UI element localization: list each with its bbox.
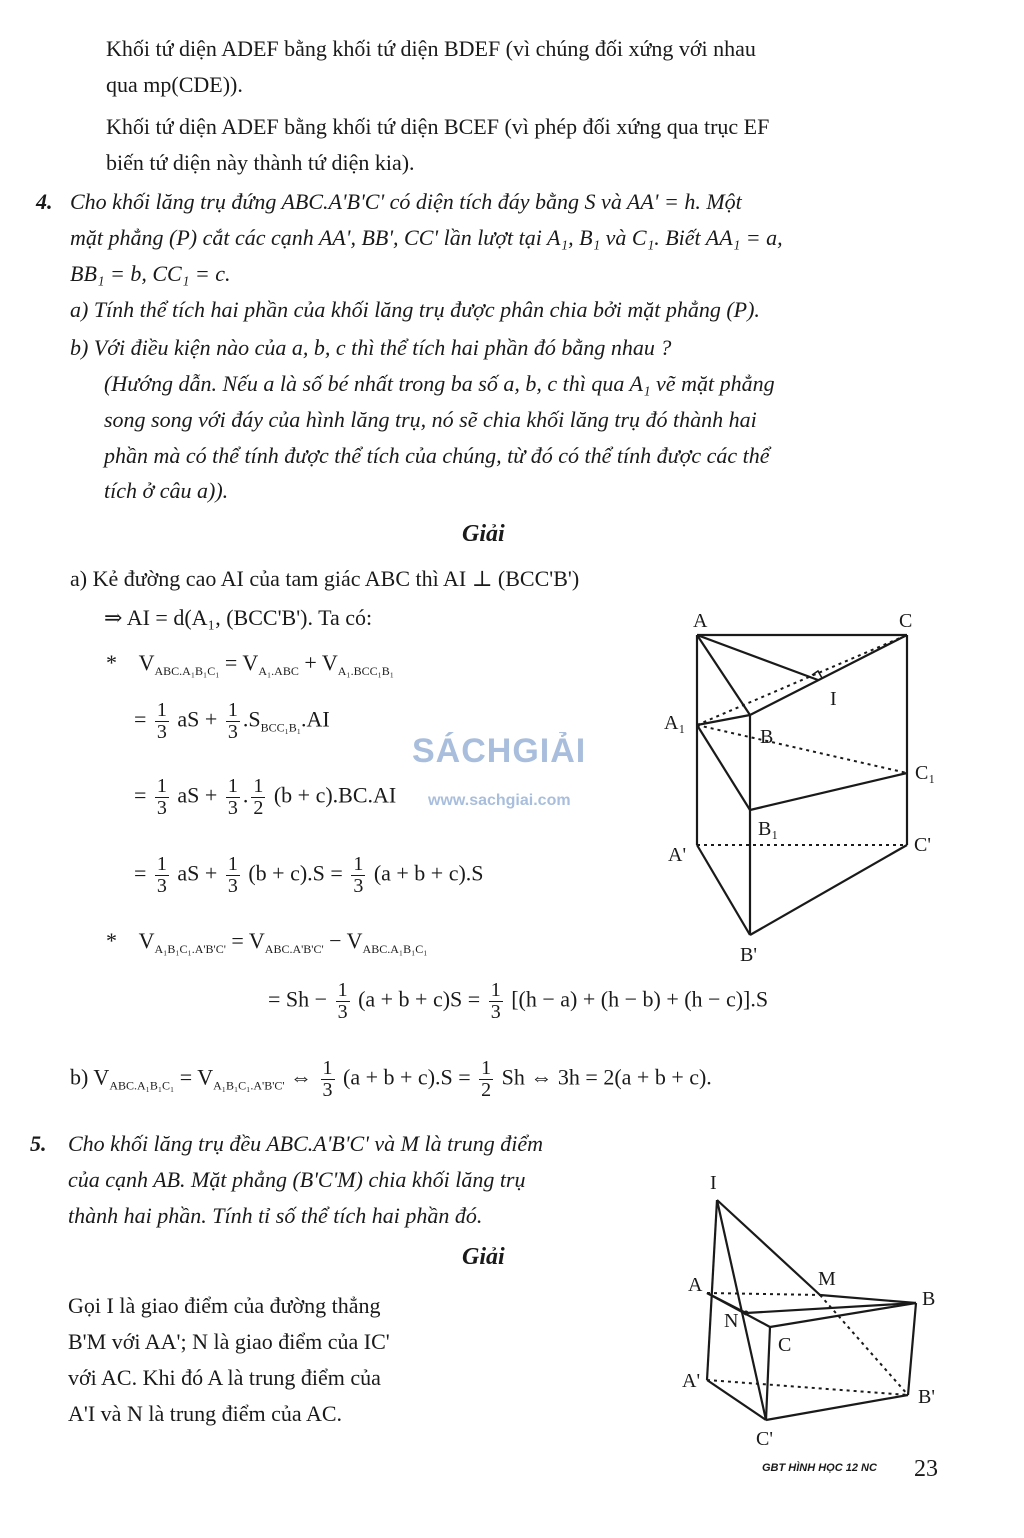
fraction: $\frac{1}{3}$ [337,979,348,1023]
watermark-logo [408,722,618,812]
intro-line-2: qua mp(CDE)). [106,72,243,97]
fig2-label-aprime: A' [682,1370,701,1392]
fig2-label-n: N [724,1310,739,1332]
page-number: 23 [914,1456,938,1482]
equation-b: b) $V_{ABC.A_1B_1C_1} = V_{A_1B_1C_1.A'B'C'}$ ⇔ $\frac{1}{3}$ (a + b + c).S = $\frac{1}{2}$ Sh ⇔ 3h = 2(a + b + c). [70,1057,712,1101]
solution-heading-5: Giải [462,1244,505,1270]
solution-5-line-3: với AC. Khi đó A là trung điểm của [68,1365,381,1390]
fraction: $\frac{1}{2}$ [253,775,264,819]
intro-line-4: biến tứ diện này thành tứ diện kia). [106,150,415,175]
fig2-label-bprime: B' [918,1386,935,1408]
fig2-label-i: I [710,1172,717,1194]
fig1-label-c: C [899,610,913,632]
fraction: $\frac{1}{3}$ [322,1057,333,1101]
problem-4-part-b: b) Với điều kiện nào của a, b, c thì thể tích hai phần đó bằng nhau ? [70,335,672,360]
fig1-label-a1: A₁ [664,712,686,734]
problem-5-line-3: thành hai phần. Tính tỉ số thể tích hai phần đó. [68,1203,483,1228]
fraction: $\frac{1}{3}$ [227,699,238,743]
fig1-label-cprime: C' [914,834,931,856]
equation-3: = $\frac{1}{3}$ aS + $\frac{1}{3}$ . $\frac{1}{2}$ (b + c).BC.AI [134,775,397,819]
point-n [744,1311,749,1316]
intro-line-3: Khối tứ diện ADEF bằng khối tứ diện BCEF (vì phép đối xứng qua trục EF [106,114,770,139]
problem-5-line-2: của cạnh AB. Mặt phẳng (B'C'M) chia khối lăng trụ [68,1167,526,1192]
fraction: $\frac{1}{3}$ [490,979,501,1023]
fig2-label-c: C [778,1334,792,1356]
fraction: $\frac{1}{3}$ [156,699,167,743]
fraction: $\frac{1}{2}$ [481,1057,492,1101]
fig1-label-i: I [830,688,837,710]
equation-6: = Sh − $\frac{1}{3}$ (a + b + c)S = $\frac{1}{3}$ [(h − a) + (h − b) + (h − c)].S [268,979,769,1023]
hint-line-2: song song với đáy của hình lăng trụ, nó sẽ chia khối lăng trụ đó thành hai [104,407,757,432]
problem-4-line-2: mặt phẳng (P) cắt các cạnh AA', BB', CC' lần lượt tại A₁, B₁ và C₁. Biết AA₁ = a, [70,225,783,250]
fig2-label-b: B [922,1288,936,1310]
hint-line-3: phần mà có thể tính được thể tích của chúng, từ đó có thể tính được các thể [104,443,770,468]
equation-4: = $\frac{1}{3}$ aS + $\frac{1}{3}$ (b + c).S = $\frac{1}{3}$ (a + b + c).S [134,853,484,897]
solution-4a-line-1: a) Kẻ đường cao AI của tam giác ABC thì AI ⊥ (BCC'B') [70,566,580,591]
solution-5-line-4: A'I và N là trung điểm của AC. [68,1401,343,1426]
equation-2: = $\frac{1}{3}$ aS + $\frac{1}{3}$ $.S_{BCC_1B_1}.AI$ [134,699,330,743]
hint-line-1: (Hướng dẫn. Nếu a là số bé nhất trong ba số a, b, c thì qua A₁ vẽ mặt phẳng [104,371,775,396]
watermark-brand: SÁCHGIẢI [412,732,587,770]
fraction: $\frac{1}{3}$ [227,853,238,897]
problem-4-line-1: Cho khối lăng trụ đứng ABC.A'B'C' có diện tích đáy bằng S và AA' = h. Một [70,189,742,214]
solution-heading-4: Giải [462,521,505,547]
fig1-label-a: A [693,610,708,632]
fraction: $\frac{1}{3}$ [156,775,167,819]
problem-4-number: 4. [36,189,53,214]
fig1-label-c1: C₁ [915,762,936,784]
fig1-label-b1: B₁ [758,818,779,840]
solution-5-line-1: Gọi I là giao điểm của đường thẳng [68,1293,381,1318]
watermark-url: www.sachgiai.com [428,792,571,809]
fraction: $\frac{1}{3}$ [353,853,364,897]
intro-line-1: Khối tứ diện ADEF bằng khối tứ diện BDEF (vì chúng đối xứng với nhau [106,36,756,61]
problem-5-number: 5. [30,1131,47,1156]
fig1-label-aprime: A' [668,844,687,866]
fig2-label-a: A [688,1274,703,1296]
hint-line-4: tích ở câu a)). [104,478,229,503]
equation-1: * $V_{ABC.A_1B_1C_1} = V_{A_1.ABC} + V_{A_1.BCC_1B_1}$ [106,650,394,678]
footer-book-title: GBT HÌNH HỌC 12 NC [762,1462,877,1474]
prism-figure [660,605,960,965]
problem-5-line-1: Cho khối lăng trụ đều ABC.A'B'C' và M là trung điểm [68,1131,544,1156]
solution-4a-line-2: ⇒ AI = d(A₁, (BCC'B'). Ta có: [104,605,373,630]
problem-4-line-3: BB₁ = b, CC₁ = c. [70,261,231,286]
fig1-label-b: B [760,726,774,748]
fraction: $\frac{1}{3}$ [227,775,238,819]
fig2-label-m: M [818,1268,836,1290]
fraction: $\frac{1}{3}$ [156,853,167,897]
problem-4-part-a: a) Tính thể tích hai phần của khối lăng trụ được phân chia bởi mặt phẳng (P). [70,297,760,322]
prism-figure-2 [670,1165,960,1455]
fig2-label-cprime: C' [756,1428,773,1450]
equation-5: * $V_{A_1B_1C_1.A'B'C'} = V_{ABC.A'B'C'} - V_{ABC.A_1B_1C_1}$ [106,928,428,956]
solution-5-line-2: B'M với AA'; N là giao điểm của IC' [68,1329,390,1354]
fig1-label-bprime: B' [740,944,757,965]
